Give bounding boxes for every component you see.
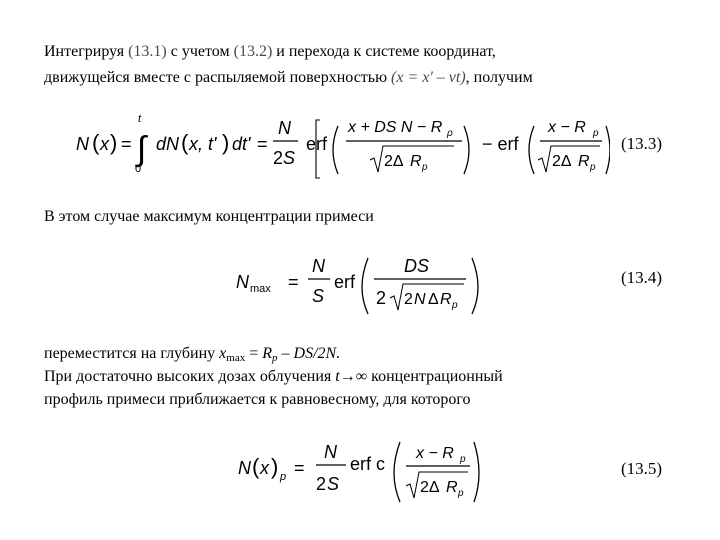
svg-text:): ) [110,130,118,155]
svg-text:dt': dt' [232,134,251,154]
svg-text:x − R: x − R [548,119,586,136]
svg-text:=: = [257,134,268,154]
svg-text:x: x [100,134,109,154]
equation-13-3-graphic [70,108,610,184]
intro-line-1 [44,40,496,63]
svg-text:t: t [138,113,142,125]
svg-text:N: N [236,272,249,292]
svg-text:Δ: Δ [428,291,439,308]
equation-number-13-4: (13.4) [621,268,663,287]
svg-text:x: x [260,458,269,478]
svg-text:p: p [452,300,458,311]
high-dose-line [44,365,503,388]
equation-13-4 [232,248,482,323]
equation-13-5 [234,432,484,511]
svg-text:S: S [283,148,296,168]
rp-symbol: R [262,345,273,362]
svg-text:2Δ: 2Δ [420,479,440,496]
svg-text:max: max [250,283,271,295]
equation-number-13-3: (13.3) [621,134,663,153]
intro-text-c: и перехода к системе координат, [272,43,496,60]
svg-text:x, t': x, t' [189,134,217,154]
eq-ref-13-1: (13.1) [128,43,167,60]
svg-text:N: N [414,291,426,308]
svg-text:=: = [288,272,299,292]
svg-text:): ) [271,454,279,479]
max-concentration-text: В этом случае максимум концентрации примеси [44,208,374,225]
svg-text:(: ( [181,130,189,155]
rp-subscript: p [272,352,278,364]
svg-text:N: N [238,458,251,478]
svg-text:(: ( [92,130,100,155]
equilibrium-profile-line: профиль примеси приближается к равновесному, для которого [44,391,471,408]
equation-13-3 [70,108,610,189]
tends-to-infinity: →∞ [339,368,368,385]
svg-text:2: 2 [273,148,284,168]
svg-text:R: R [440,291,452,308]
intro-text-e: , получим [465,69,533,86]
svg-text:R: R [578,153,590,170]
svg-text:N: N [324,442,337,462]
xmax-subscript: max [226,352,246,364]
svg-text:erf: erf [306,134,328,154]
intro-text-d: движущейся вместе с распыляемой поверхностью [44,69,392,86]
high-dose-text: При достаточно высоких дозах облучения [44,368,336,385]
svg-text:2: 2 [404,291,413,308]
svg-text:2: 2 [376,288,387,308]
equals-sign: = [245,345,263,362]
svg-text:p: p [593,128,599,139]
svg-text:R: R [446,479,458,496]
depth-shift-text: переместится на глубину [44,345,220,362]
minus-sign: – [277,345,294,362]
svg-text:dN: dN [156,134,180,154]
svg-text:ρ: ρ [447,128,453,139]
svg-text:N: N [278,118,291,138]
svg-text:N: N [76,134,89,154]
intro-line-2 [44,66,533,89]
equation-13-5-graphic [234,432,484,506]
svg-text:): ) [222,130,230,155]
xmax-symbol: x [219,345,227,362]
svg-text:S: S [312,286,325,306]
svg-text:∫: ∫ [137,130,147,168]
high-dose-text-b: концентрационный [367,368,503,385]
eq-ref-13-2: (13.2) [233,43,273,60]
ds-over-2n: DS/2N. [293,345,341,362]
svg-text:N: N [312,256,325,276]
svg-text:erf c: erf c [350,454,386,474]
svg-text:x + DS N − R: x + DS N − R [348,119,443,136]
svg-text:=: = [294,458,305,478]
coordinate-transform: (x = x' – vt) [391,69,466,86]
svg-text:0: 0 [135,163,142,175]
svg-text:− erf: − erf [482,134,519,154]
svg-text:(: ( [252,454,260,479]
svg-text:2Δ: 2Δ [552,153,572,170]
svg-text:p: p [422,162,428,173]
svg-text:p: p [590,162,596,173]
svg-text:S: S [327,474,340,494]
svg-text:p: p [280,471,287,483]
intro-text-b: с учетом [166,43,234,60]
svg-text:p: p [460,454,466,465]
svg-text:x − R: x − R [416,445,454,462]
svg-text:erf: erf [334,272,356,292]
intro-text-a: Интегрируя [44,43,129,60]
t-symbol: t [335,368,340,385]
svg-text:2Δ: 2Δ [384,153,404,170]
equation-number-13-5: (13.5) [621,459,663,478]
svg-text:=: = [121,134,132,154]
svg-text:p: p [458,488,464,499]
equation-13-4-graphic [232,248,482,318]
svg-text:R: R [410,153,422,170]
svg-text:2: 2 [316,474,327,494]
svg-text:DS: DS [404,256,430,276]
